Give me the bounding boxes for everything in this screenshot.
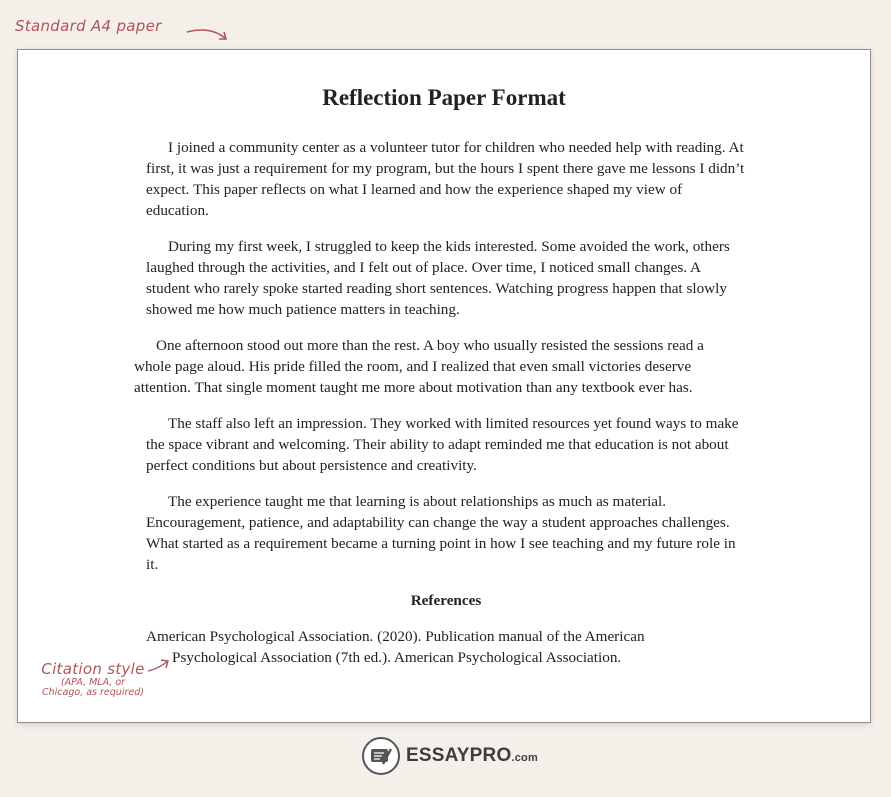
paragraph-2: During my first week, I struggled to keep the kids interested. Some avoided the work, others laughed through the activities, and I felt out of place. Over time, I noticed small changes. A student who rarely spoke started reading short sentences. Watching progress happen that slowly showed me how much patience matters in teaching. [146, 238, 730, 318]
citation-arrow-icon [146, 657, 172, 675]
reference-line-2: Psychological Association (7th ed.). American Psychological Association. [172, 649, 622, 666]
paper-size-annotation: Standard A4 paper [15, 17, 162, 35]
paper-title: Reflection Paper Format [322, 85, 566, 110]
paragraph-3: One afternoon stood out more than the rest. A boy who usually resisted the sessions read a whole page aloud. His pride filled the room, and I realized that even small victories deserve attention. That single moment taught me more about motivation than any textbook ever has. [134, 337, 704, 396]
paper-body [134, 137, 746, 683]
paragraph-4: The staff also left an impression. They worked with limited resources yet found ways to make the space vibrant and welcoming. Their ability to adapt reminded me that education is not about perfect conditions but about persistence and creativity. [146, 415, 739, 474]
paragraph-5: The experience taught me that learning is about relationships as much as material. Encouragement, patience, and adaptability can change the way a student approaches challenges. What started as a requirement became a turning point in how I see teaching and my future role in it. [146, 493, 736, 573]
references-heading: References [410, 592, 482, 609]
essaypro-logo [362, 737, 538, 775]
reference-entry [146, 626, 746, 668]
paper-size-arrow-icon [185, 24, 233, 46]
paper-sheet [17, 49, 871, 723]
reference-line-1: American Psychological Association. (2020). Publication manual of the American [146, 628, 645, 645]
essaypro-wordmark: ESSAYPRO.com [406, 745, 538, 766]
citation-annotation: Citation style (APA, MLA, or Chicago, as required) [41, 660, 145, 698]
essaypro-logo-icon [362, 737, 400, 775]
paragraph-1: I joined a community center as a volunteer tutor for children who needed help with reading. At first, it was just a requirement for my program, but the hours I spent there gave me lessons I didn’t expect. This paper reflects on what I learned and how the experience shaped my view of education. [146, 139, 745, 219]
